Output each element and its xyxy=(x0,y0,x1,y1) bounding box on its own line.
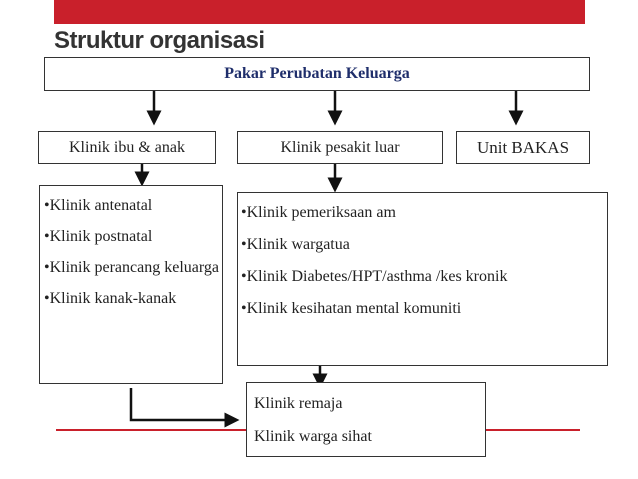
extra-clinics-box xyxy=(246,382,486,457)
branch-pesakit-luar-box xyxy=(237,131,443,164)
list-item: Klinik remaja xyxy=(254,395,343,412)
list-item: •Klinik wargatua xyxy=(241,236,350,253)
branch-bakas-box xyxy=(456,131,590,164)
list-item: •Klinik antenatal xyxy=(44,197,153,214)
list-item: •Klinik pemeriksaan am xyxy=(241,204,396,221)
top-node-box xyxy=(44,57,590,91)
pesakit-luar-list-box xyxy=(237,192,608,366)
list-item: •Klinik Diabetes/HPT/asthma /kes kronik xyxy=(241,268,508,285)
list-item: •Klinik kesihatan mental komuniti xyxy=(241,300,462,317)
list-item: •Klinik kanak-kanak xyxy=(44,290,177,307)
branch-ibu-anak-box xyxy=(38,131,216,164)
list-item: •Klinik perancang keluarga xyxy=(44,259,220,276)
list-item: Klinik warga sihat xyxy=(254,428,372,445)
branch-ibu-anak-label: Klinik ibu & anak xyxy=(69,138,185,156)
branch-pesakit-luar-label: Klinik pesakit luar xyxy=(280,138,400,156)
slide-title: Struktur organisasi xyxy=(54,27,265,54)
top-node-label: Pakar Perubatan Keluarga xyxy=(224,65,410,82)
list-item: •Klinik postnatal xyxy=(44,228,153,245)
elbow-arrow-to-extra xyxy=(131,388,232,420)
ibu-anak-list-box xyxy=(39,185,223,384)
branch-bakas-label: Unit BAKAS xyxy=(476,137,570,157)
